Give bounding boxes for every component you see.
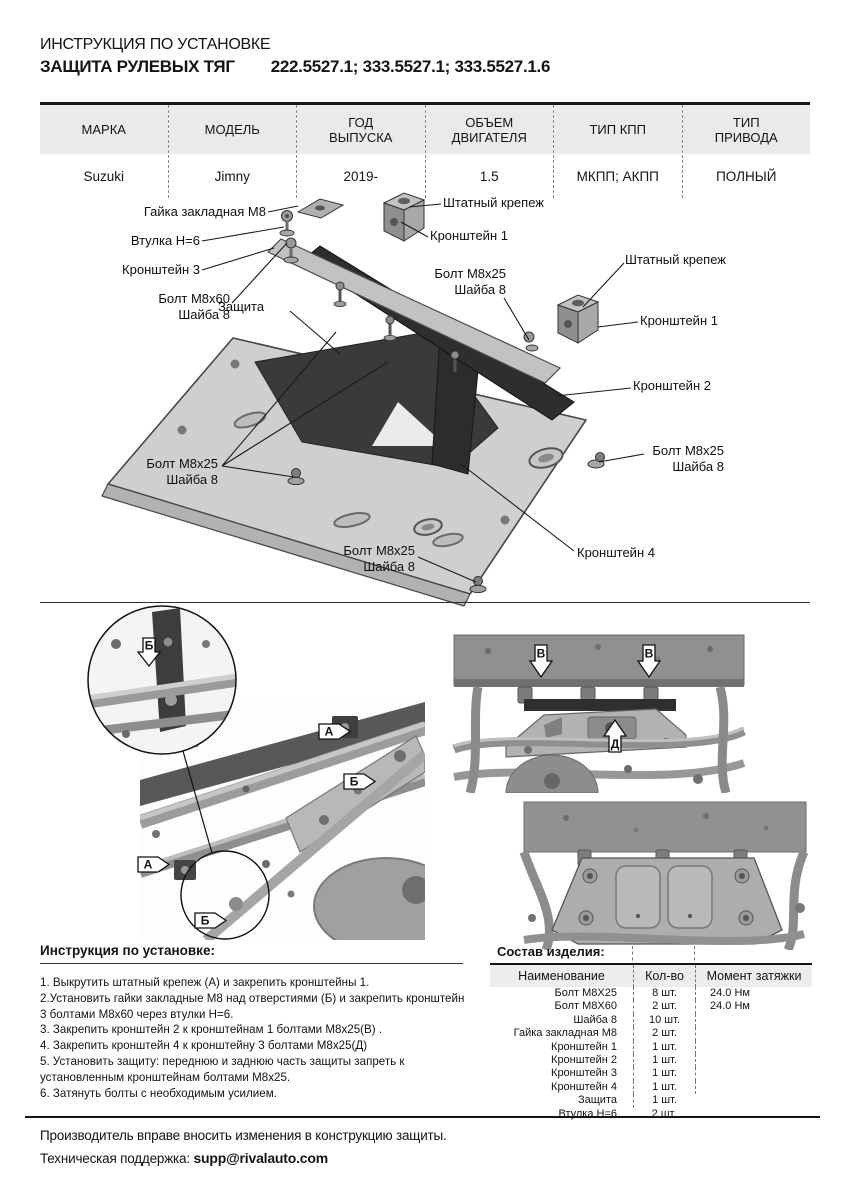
instructions-steps xyxy=(40,975,470,1101)
label-shtatny-krepezh-top: Штатный крепеж xyxy=(443,195,544,210)
parts-header-name: Наименование xyxy=(518,969,605,983)
label-kronshtein-1-right: Кронштейн 1 xyxy=(640,313,718,328)
spec-header: ГОД xyxy=(348,114,374,130)
svg-text:В: В xyxy=(644,646,654,661)
parts-table xyxy=(490,944,812,1121)
step-6: 6. Затянуть болты с необходимым усилием. xyxy=(40,1086,277,1100)
spec-value: МКПП; АКПП xyxy=(576,168,659,184)
label-vtulka: Втулка Н=6 xyxy=(130,233,200,248)
label-kronshtein-4: Кронштейн 4 xyxy=(577,545,655,560)
label-kronshtein-3: Кронштейн 3 xyxy=(122,262,200,277)
label-bolt-m8x25-top: Болт М8х25 Шайба 8 xyxy=(434,266,506,297)
page-title: ИНСТРУКЦИЯ ПО УСТАНОВКЕ xyxy=(40,36,271,53)
parts-row: Кронштейн 3 1 шт. xyxy=(490,1067,812,1080)
step-4: 4. Закрепить кронштейн 4 к кронштейну 3 болтами М8х25(Д) xyxy=(40,1039,368,1053)
parts-row: Кронштейн 4 1 шт. xyxy=(490,1081,812,1094)
parts-row: Болт М8Х60 2 шт. 24.0 Нм xyxy=(490,1000,812,1013)
spec-value: Jimny xyxy=(214,168,250,184)
divider-footer xyxy=(25,1116,820,1118)
parts-header-qty: Кол-во xyxy=(633,965,695,987)
svg-text:Д: Д xyxy=(610,737,620,751)
svg-text:В: В xyxy=(536,646,546,661)
photo-underbody-left xyxy=(86,604,425,940)
step-3: 3. Закрепить кронштейн 2 к кронштейнам 1 болтами М8х25(В) . xyxy=(40,1023,383,1037)
step-1: 1. Выкрутить штатный крепеж (А) и закрепить кронштейны 1. xyxy=(40,976,370,989)
photo-plate-installed xyxy=(516,798,812,950)
label-bolt-m8x25-left: Болт М8х25 Шайба 8 xyxy=(146,456,218,487)
spec-value: 1.5 xyxy=(479,168,499,184)
parts-header-torque: Момент затяжки xyxy=(695,965,812,987)
parts-row: Втулка Н=6 2 шт. xyxy=(558,1107,677,1120)
label-bolt-m8x25-bottom: Болт М8х25 Шайба 8 xyxy=(343,543,415,574)
spec-col-year: ГОД ВЫПУСКА 2019- xyxy=(296,105,425,198)
spec-value: 2019- xyxy=(343,168,379,184)
label-kronshtein-2: Кронштейн 2 xyxy=(633,378,711,393)
spec-header: МОДЕЛЬ xyxy=(204,122,260,137)
spec-col-drive: ТИП ПРИВОДА ПОЛНЫЙ xyxy=(682,105,811,198)
label-gayka-zakladnaya: Гайка закладная М8 xyxy=(143,204,266,219)
parts-row: Защита 1 шт. xyxy=(490,1094,812,1107)
svg-text:Б: Б xyxy=(200,913,210,928)
label-kronshtein-1-top: Кронштейн 1 xyxy=(430,228,508,243)
support-label: Техническая поддержка: xyxy=(40,1151,194,1166)
parts-row: Шайба 8 10 шт. xyxy=(490,1014,812,1027)
spec-col-engine: ОБЪЕМ ДВИГАТЕЛЯ 1.5 xyxy=(425,105,554,198)
svg-text:Б: Б xyxy=(349,774,359,789)
instructions-title: Инструкция по установке: xyxy=(40,943,215,958)
spec-header: ТИП КПП xyxy=(589,122,646,137)
svg-text:А: А xyxy=(324,724,334,739)
step-5: 5. Установить защиту: переднюю и заднюю часть защиты запреть к установленным кронштейнам болтами М8х25. xyxy=(40,1054,405,1084)
parts-title: Состав изделия: xyxy=(497,944,605,959)
svg-text:Б: Б xyxy=(144,638,154,653)
parts-row: Гайка закладная М8 2 шт. xyxy=(490,1027,812,1040)
parts-row: Кронштейн 1 1 шт. xyxy=(490,1041,812,1054)
bracket1-art xyxy=(384,193,424,241)
spec-header: ОБЪЕМ xyxy=(465,114,514,130)
footer-support xyxy=(40,1150,328,1166)
product-codes: 222.5527.1; 333.5527.1; 333.5527.1.6 xyxy=(270,57,551,76)
bracket1-right-art xyxy=(558,295,598,343)
spec-header: МАРКА xyxy=(81,122,126,137)
parts-row: Кронштейн 2 1 шт. xyxy=(490,1054,812,1067)
svg-text:А: А xyxy=(143,857,153,872)
photo-brackets-installed xyxy=(448,629,750,793)
label-bolt-m8x25-right: Болт М8х25 Шайба 8 xyxy=(652,443,724,474)
label-bolt-m8x60: Болт М8х60 Шайба 8 xyxy=(158,291,230,322)
divider-photos xyxy=(40,602,810,603)
parts-header-row xyxy=(490,965,812,987)
instructions-underline xyxy=(40,963,463,964)
label-zashchita: Защита xyxy=(218,299,265,314)
spec-value: Suzuki xyxy=(83,168,125,184)
spec-value: ПОЛНЫЙ xyxy=(716,168,777,184)
step-2: 2.Установить гайки закладные М8 над отверстиями (Б) и закрепить кронштейн 3 болтами М8х60 через втулки Н=6. xyxy=(40,991,465,1021)
product-name: ЗАЩИТА РУЛЕВЫХ ТЯГ xyxy=(40,57,235,76)
label-shtatny-krepezh-right: Штатный крепеж xyxy=(625,252,726,267)
parts-row: Болт М8Х25 8 шт. 24.0 Нм xyxy=(490,987,812,1000)
footer-disclaimer: Производитель вправе вносить изменения в конструкцию защиты. xyxy=(40,1128,447,1143)
support-email: supp@rivalauto.com xyxy=(193,1150,328,1166)
spec-header: ТИП xyxy=(732,114,760,130)
